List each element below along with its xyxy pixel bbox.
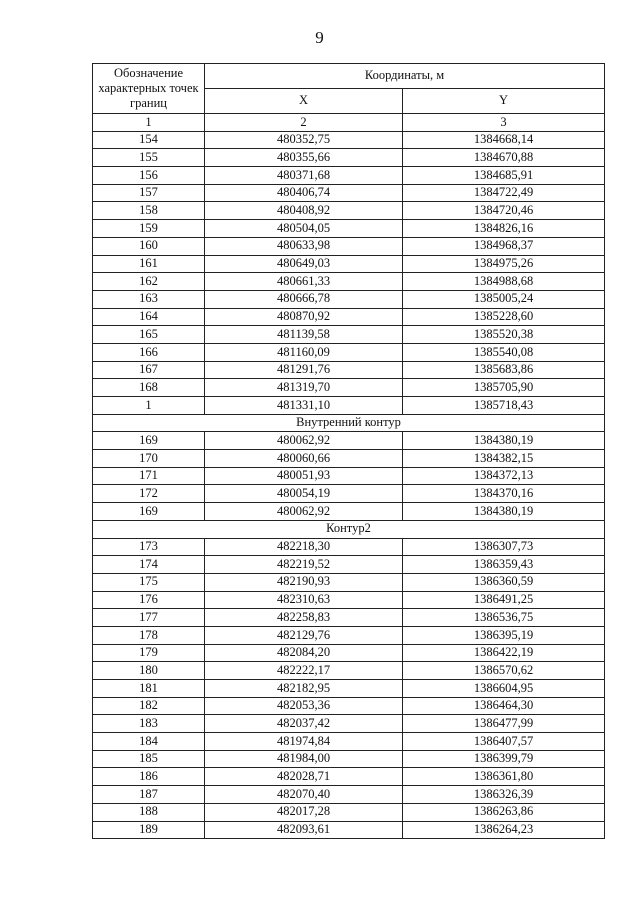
section-title-row <box>93 520 605 538</box>
y-coordinate-cell: 1386326,39 <box>403 786 605 804</box>
point-id-cell: 154 <box>93 131 205 149</box>
x-coordinate-cell: 480870,92 <box>205 308 403 326</box>
y-coordinate-cell: 1386361,80 <box>403 768 605 786</box>
x-coordinate-cell: 481984,00 <box>205 750 403 768</box>
x-coordinate-cell: 481139,58 <box>205 326 403 344</box>
y-coordinate-cell: 1384370,16 <box>403 485 605 503</box>
y-header: Y <box>403 89 605 114</box>
table-row <box>93 503 605 521</box>
table-row <box>93 644 605 662</box>
y-coordinate-cell: 1386422,19 <box>403 644 605 662</box>
point-id-cell: 161 <box>93 255 205 273</box>
y-coordinate-cell: 1386491,25 <box>403 591 605 609</box>
table-row <box>93 149 605 167</box>
point-id-cell: 166 <box>93 343 205 361</box>
point-id-cell: 187 <box>93 786 205 804</box>
x-coordinate-cell: 480062,92 <box>205 432 403 450</box>
x-header: X <box>205 89 403 114</box>
y-coordinate-cell: 1384988,68 <box>403 273 605 291</box>
x-coordinate-cell: 482037,42 <box>205 715 403 733</box>
x-coordinate-cell: 482190,93 <box>205 573 403 591</box>
table-row <box>93 397 605 415</box>
table-row <box>93 786 605 804</box>
y-coordinate-cell: 1386395,19 <box>403 626 605 644</box>
table-row <box>93 167 605 185</box>
point-id-cell: 169 <box>93 503 205 521</box>
point-id-cell: 173 <box>93 538 205 556</box>
x-coordinate-cell: 480649,03 <box>205 255 403 273</box>
x-coordinate-cell: 482053,36 <box>205 697 403 715</box>
y-coordinate-cell: 1386264,23 <box>403 821 605 839</box>
column-number: 3 <box>403 114 605 132</box>
table-row <box>93 821 605 839</box>
x-coordinate-cell: 482028,71 <box>205 768 403 786</box>
point-id-cell: 167 <box>93 361 205 379</box>
point-id-cell: 177 <box>93 609 205 627</box>
table-row <box>93 573 605 591</box>
point-id-cell: 181 <box>93 680 205 698</box>
point-id-cell: 174 <box>93 556 205 574</box>
point-id-cell: 179 <box>93 644 205 662</box>
point-id-cell: 163 <box>93 290 205 308</box>
table-row <box>93 237 605 255</box>
y-coordinate-cell: 1384668,14 <box>403 131 605 149</box>
y-coordinate-cell: 1384380,19 <box>403 503 605 521</box>
table-row <box>93 485 605 503</box>
table-row <box>93 715 605 733</box>
point-id-cell: 169 <box>93 432 205 450</box>
point-id-cell: 170 <box>93 450 205 468</box>
y-coordinate-cell: 1386604,95 <box>403 680 605 698</box>
x-coordinate-cell: 480408,92 <box>205 202 403 220</box>
x-coordinate-cell: 482084,20 <box>205 644 403 662</box>
x-coordinate-cell: 482093,61 <box>205 821 403 839</box>
point-id-cell: 156 <box>93 167 205 185</box>
table-row <box>93 662 605 680</box>
coordinates-table <box>92 63 605 839</box>
table-row <box>93 326 605 344</box>
x-coordinate-cell: 481319,70 <box>205 379 403 397</box>
table-row <box>93 273 605 291</box>
x-coordinate-cell: 482017,28 <box>205 803 403 821</box>
x-coordinate-cell: 482310,63 <box>205 591 403 609</box>
point-id-cell: 155 <box>93 149 205 167</box>
table-row <box>93 220 605 238</box>
x-coordinate-cell: 480060,66 <box>205 450 403 468</box>
point-id-cell: 172 <box>93 485 205 503</box>
x-coordinate-cell: 480062,92 <box>205 503 403 521</box>
table-row <box>93 626 605 644</box>
table-row <box>93 308 605 326</box>
y-coordinate-cell: 1385005,24 <box>403 290 605 308</box>
point-id-cell: 175 <box>93 573 205 591</box>
x-coordinate-cell: 481331,10 <box>205 397 403 415</box>
table-row <box>93 803 605 821</box>
y-coordinate-cell: 1386359,43 <box>403 556 605 574</box>
x-coordinate-cell: 482222,17 <box>205 662 403 680</box>
x-coordinate-cell: 480633,98 <box>205 237 403 255</box>
table-row <box>93 379 605 397</box>
y-coordinate-cell: 1384720,46 <box>403 202 605 220</box>
x-coordinate-cell: 480666,78 <box>205 290 403 308</box>
y-coordinate-cell: 1384380,19 <box>403 432 605 450</box>
point-id-cell: 188 <box>93 803 205 821</box>
point-id-cell: 164 <box>93 308 205 326</box>
table-row <box>93 609 605 627</box>
point-id-cell: 159 <box>93 220 205 238</box>
point-id-cell: 184 <box>93 733 205 751</box>
y-coordinate-cell: 1384975,26 <box>403 255 605 273</box>
y-coordinate-cell: 1386407,57 <box>403 733 605 751</box>
table-row <box>93 538 605 556</box>
y-coordinate-cell: 1384685,91 <box>403 167 605 185</box>
y-coordinate-cell: 1386570,62 <box>403 662 605 680</box>
point-id-cell: 183 <box>93 715 205 733</box>
section-title-row <box>93 414 605 432</box>
x-coordinate-cell: 480504,05 <box>205 220 403 238</box>
y-coordinate-cell: 1384372,13 <box>403 467 605 485</box>
x-coordinate-cell: 480355,66 <box>205 149 403 167</box>
y-coordinate-cell: 1386464,30 <box>403 697 605 715</box>
y-coordinate-cell: 1384722,49 <box>403 184 605 202</box>
x-coordinate-cell: 480371,68 <box>205 167 403 185</box>
table-row <box>93 202 605 220</box>
y-coordinate-cell: 1385540,08 <box>403 343 605 361</box>
x-coordinate-cell: 482258,83 <box>205 609 403 627</box>
table-row <box>93 361 605 379</box>
table-row <box>93 432 605 450</box>
coordinates-table-body <box>93 64 605 839</box>
x-coordinate-cell: 480406,74 <box>205 184 403 202</box>
point-id-cell: 168 <box>93 379 205 397</box>
table-row <box>93 290 605 308</box>
point-id-cell: 178 <box>93 626 205 644</box>
table-row <box>93 450 605 468</box>
y-coordinate-cell: 1385683,86 <box>403 361 605 379</box>
y-coordinate-cell: 1384826,16 <box>403 220 605 238</box>
table-row <box>93 467 605 485</box>
x-coordinate-cell: 480661,33 <box>205 273 403 291</box>
y-coordinate-cell: 1385718,43 <box>403 397 605 415</box>
point-id-cell: 171 <box>93 467 205 485</box>
y-coordinate-cell: 1386536,75 <box>403 609 605 627</box>
y-coordinate-cell: 1386263,86 <box>403 803 605 821</box>
column-number: 2 <box>205 114 403 132</box>
table-row <box>93 750 605 768</box>
table-row <box>93 680 605 698</box>
x-coordinate-cell: 481291,76 <box>205 361 403 379</box>
y-coordinate-cell: 1384968,37 <box>403 237 605 255</box>
y-coordinate-cell: 1386477,99 <box>403 715 605 733</box>
page-number: 9 <box>315 28 324 47</box>
x-coordinate-cell: 482182,95 <box>205 680 403 698</box>
column-numbers-row <box>93 114 605 132</box>
x-coordinate-cell: 482218,30 <box>205 538 403 556</box>
header-row <box>93 64 605 89</box>
point-id-cell: 1 <box>93 397 205 415</box>
point-id-cell: 157 <box>93 184 205 202</box>
y-coordinate-cell: 1384382,15 <box>403 450 605 468</box>
designation-header: Обозначение характерных точек границ <box>93 64 205 114</box>
table-row <box>93 697 605 715</box>
table-row <box>93 733 605 751</box>
section-title: Внутренний контур <box>93 414 605 432</box>
point-id-cell: 186 <box>93 768 205 786</box>
x-coordinate-cell: 480051,93 <box>205 467 403 485</box>
table-row <box>93 255 605 273</box>
table-row <box>93 768 605 786</box>
point-id-cell: 185 <box>93 750 205 768</box>
point-id-cell: 180 <box>93 662 205 680</box>
y-coordinate-cell: 1385520,38 <box>403 326 605 344</box>
section-title: Контур2 <box>93 520 605 538</box>
point-id-cell: 158 <box>93 202 205 220</box>
point-id-cell: 189 <box>93 821 205 839</box>
x-coordinate-cell: 480352,75 <box>205 131 403 149</box>
y-coordinate-cell: 1385228,60 <box>403 308 605 326</box>
x-coordinate-cell: 480054,19 <box>205 485 403 503</box>
table-row <box>93 591 605 609</box>
x-coordinate-cell: 481160,09 <box>205 343 403 361</box>
x-coordinate-cell: 482219,52 <box>205 556 403 574</box>
point-id-cell: 165 <box>93 326 205 344</box>
column-number: 1 <box>93 114 205 132</box>
table-row <box>93 131 605 149</box>
point-id-cell: 176 <box>93 591 205 609</box>
y-coordinate-cell: 1386360,59 <box>403 573 605 591</box>
point-id-cell: 162 <box>93 273 205 291</box>
point-id-cell: 182 <box>93 697 205 715</box>
table-row <box>93 343 605 361</box>
x-coordinate-cell: 482070,40 <box>205 786 403 804</box>
point-id-cell: 160 <box>93 237 205 255</box>
coordinates-header: Координаты, м <box>205 64 605 89</box>
y-coordinate-cell: 1384670,88 <box>403 149 605 167</box>
y-coordinate-cell: 1386307,73 <box>403 538 605 556</box>
x-coordinate-cell: 481974,84 <box>205 733 403 751</box>
y-coordinate-cell: 1385705,90 <box>403 379 605 397</box>
x-coordinate-cell: 482129,76 <box>205 626 403 644</box>
table-row <box>93 556 605 574</box>
table-row <box>93 184 605 202</box>
y-coordinate-cell: 1386399,79 <box>403 750 605 768</box>
